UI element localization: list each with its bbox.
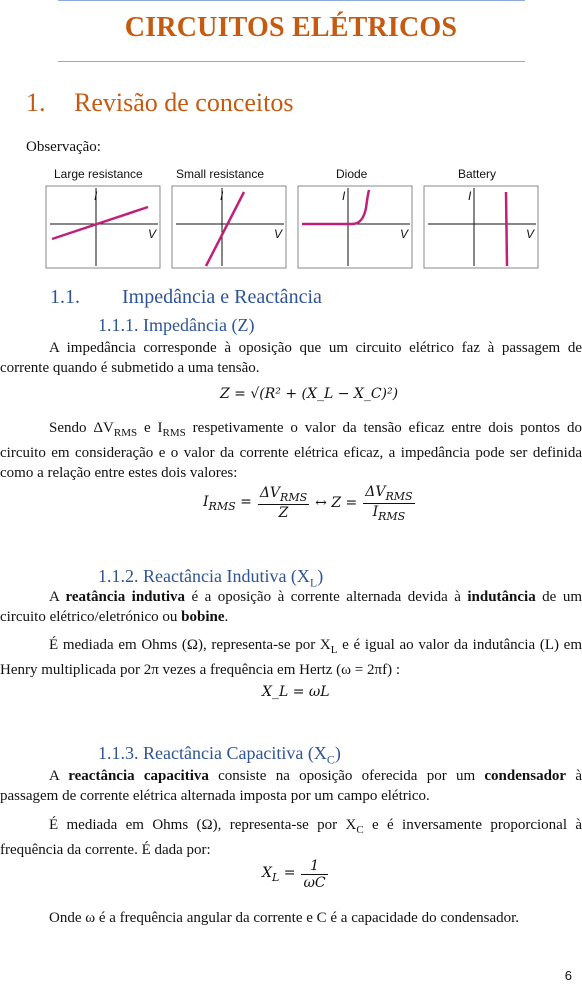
plot-battery <box>424 167 538 268</box>
text-fragment: Sendo ΔV <box>49 420 114 436</box>
y-axis-letter: I <box>342 189 346 203</box>
x-axis-letter: V <box>400 227 409 241</box>
title-fragment: 1.1.3. Reactância Capacitiva (X <box>98 743 327 763</box>
text-fragment: e é inversamente proporcional à frequência da corrente. É dada por: <box>0 817 582 858</box>
plot-label: Diode <box>336 167 368 181</box>
subscript: L <box>330 644 338 656</box>
text-fragment: de um circuito elétrico/eletrónico ou <box>0 589 582 625</box>
bold-term: reatância indutiva <box>65 589 186 605</box>
iv-curve <box>302 190 369 224</box>
section-number: 1.1. <box>50 286 80 308</box>
section-heading-1 <box>26 88 294 118</box>
subscript: RMS <box>162 427 186 439</box>
lhs: $X_L$ = <box>262 865 296 884</box>
subscript: RMS <box>113 427 138 439</box>
title-fragment: 1.1.2. Reactância Indutiva (X <box>98 566 310 586</box>
observation-label: Observação: <box>26 139 101 155</box>
equation-text: Z = √(R² + (X_L − X_C)²) <box>220 386 399 402</box>
text-fragment: e I <box>137 420 163 436</box>
section-title: Impedância e Reactância <box>122 286 322 308</box>
text-fragment: A <box>49 768 69 784</box>
plot-large-resistance <box>46 167 160 268</box>
section-heading-1-1 <box>50 286 322 309</box>
paragraph-omega-definition: Onde ω é a frequência angular da corrente e C é a capacidade do condensador. <box>49 910 520 926</box>
x-axis-letter: V <box>274 227 283 241</box>
paragraph-impedance-definition: A impedância corresponde à oposição que um circuito elétrico faz à passagem de corrente quando é submetido a uma tensão. <box>0 340 582 376</box>
equation-irms <box>203 484 415 523</box>
title-fragment: ) <box>317 566 324 586</box>
subscript: C <box>356 824 364 836</box>
subscript: L <box>309 575 318 590</box>
paragraph-inductive-units <box>0 635 582 680</box>
equation-impedance <box>220 386 398 402</box>
plot-label: Battery <box>458 167 497 181</box>
iv-curve <box>52 207 148 239</box>
bold-term: indutância <box>467 589 536 605</box>
bold-term: reactância capacitiva <box>68 768 209 784</box>
text-fragment: É mediada em Ohms (Ω), representa-se por X <box>49 637 331 653</box>
y-axis-letter: I <box>94 189 98 203</box>
bold-term: bobine <box>181 609 225 625</box>
x-axis-letter: V <box>148 227 157 241</box>
plot-frame <box>424 186 538 268</box>
subscript: C <box>326 752 335 767</box>
title-fragment: ) <box>334 743 341 763</box>
section-heading-1-1-3 <box>98 743 341 768</box>
page-title: CIRCUITOS ELÉTRICOS <box>124 12 458 43</box>
plot-diode <box>298 167 412 268</box>
x-axis-letter: V <box>526 227 535 241</box>
text-fragment: à passagem de corrente elétrica alternada imposta por um campo elétrico. <box>0 768 582 804</box>
paragraph-capacitive-reactance <box>0 766 582 806</box>
y-axis-letter: I <box>220 189 224 203</box>
text-fragment: e é igual ao valor da indutância (L) em Henry multiplicada por 2π vezes a frequência em Hertz (ω = 2πf) : <box>0 637 582 678</box>
bold-term: condensador <box>484 768 567 784</box>
plot-frame <box>46 186 160 268</box>
text-fragment: é a oposição à corrente alternada devida à <box>185 589 468 605</box>
text-fragment: respetivamente o valor da tensão eficaz entre dois pontos do circuito em consideração e o valor da corrente elétrica eficaz, a impedância pode ser definida como a relação entre estes dois valores: <box>0 420 582 481</box>
plot-frame <box>172 186 286 268</box>
y-axis-letter: I <box>468 189 472 203</box>
section-heading-1-1-1: 1.1.1. Impedância (Z) <box>98 315 255 335</box>
iv-characteristics-figure <box>40 162 540 272</box>
fraction: $\frac{1}{\omega C}$ <box>303 858 326 891</box>
iv-curve <box>206 192 244 266</box>
paragraph-capacitive-units <box>0 815 582 860</box>
page-number: 6 <box>564 968 572 983</box>
paragraph-inductive-reactance <box>0 587 582 627</box>
text-fragment: É mediada em Ohms (Ω), representa-se por X <box>49 817 357 833</box>
iv-curve <box>506 192 507 266</box>
plot-label: Large resistance <box>54 167 143 181</box>
header-top-rule <box>58 0 525 1</box>
plot-frame <box>298 186 412 268</box>
fraction: $\frac{\Delta V_{RMS}}{Z}$ <box>259 485 308 522</box>
paragraph-rms-definition <box>0 418 582 483</box>
plot-label: Small resistance <box>176 167 265 181</box>
equation-xc <box>262 858 328 891</box>
lhs: $I_{RMS}$ = <box>203 493 252 513</box>
section-title: Revisão de conceitos <box>74 88 294 117</box>
equivalence-arrow: ↔ Z = <box>315 495 358 512</box>
section-number: 1. <box>26 88 46 117</box>
text-fragment: consiste na oposição oferecida por um <box>208 768 485 784</box>
equation-xl: X_L = ωL <box>262 684 330 700</box>
plot-small-resistance <box>172 167 286 268</box>
fraction: $\frac{\Delta V_{RMS}}{I_{RMS}}$ <box>365 484 413 523</box>
header-bottom-rule <box>58 61 525 62</box>
text-fragment: . <box>224 609 229 625</box>
text-fragment: A <box>49 589 66 605</box>
